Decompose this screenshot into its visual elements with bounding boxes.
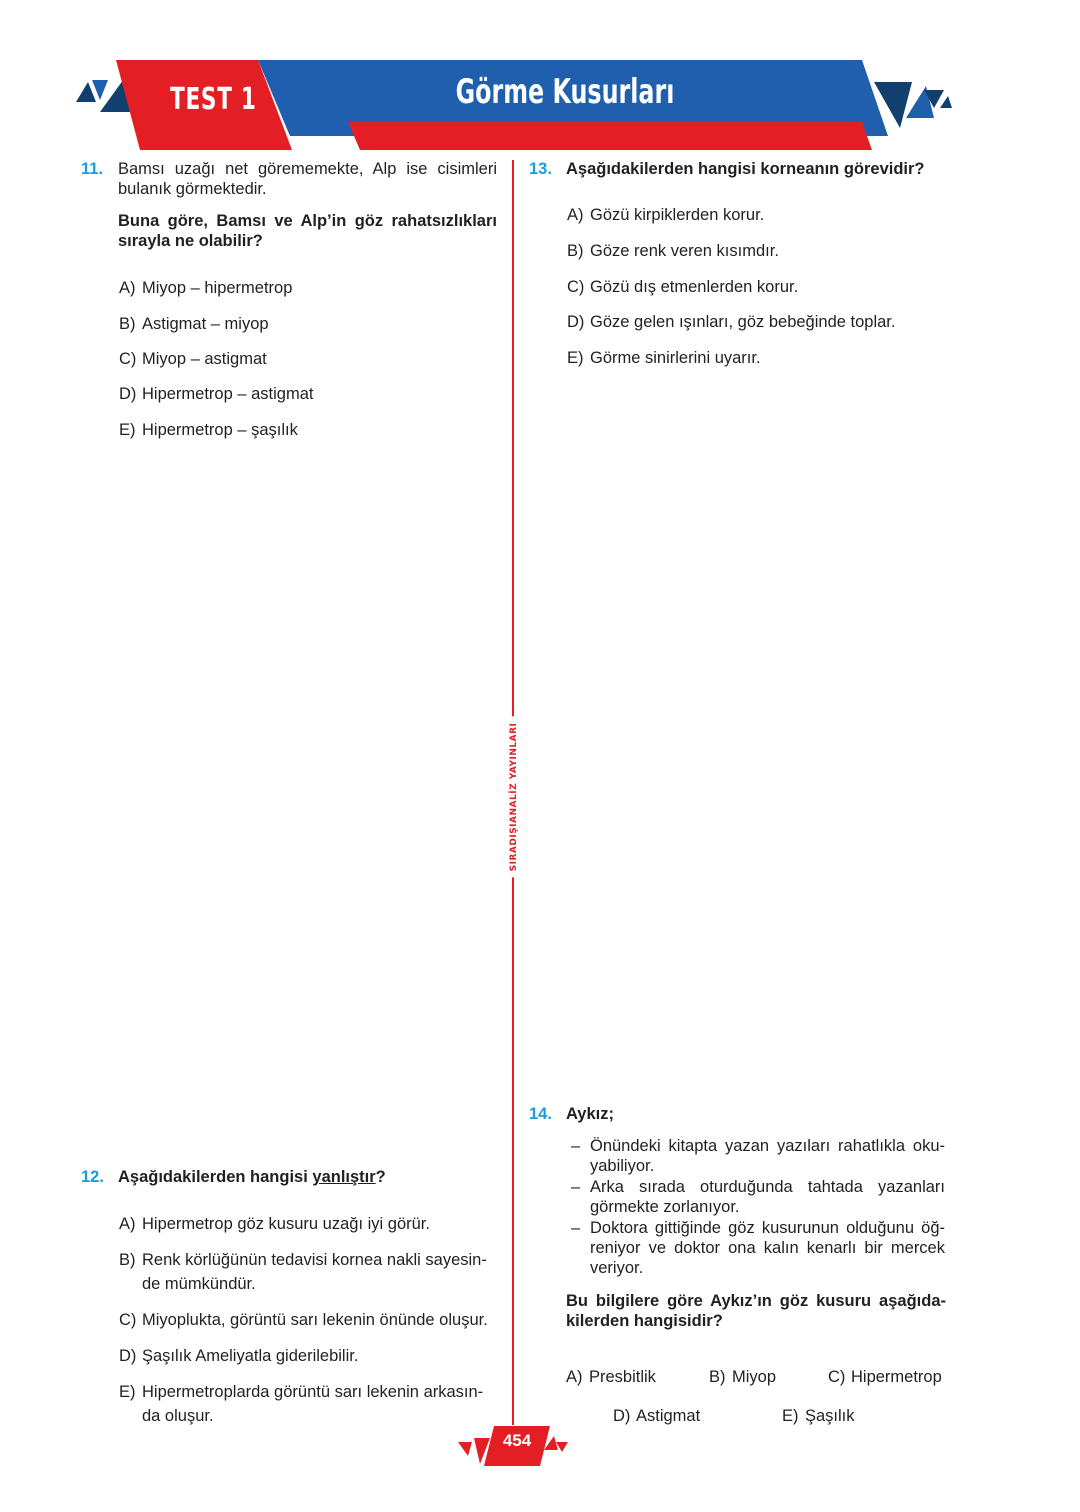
left-triangle-mid [92,80,108,100]
option-c[interactable] [828,1365,942,1389]
info-item [571,1136,945,1176]
option-letter: E) [567,349,584,367]
question-prompt-line: Bu bilgilere göre Aykız’ın göz kusuru aşağıda- [566,1292,946,1310]
option-letter: C) [119,350,137,368]
dash-bullet: – [571,1219,581,1237]
option-text: Göze gelen ışınları, göz bebeğinde toplar. [590,313,896,331]
option-a[interactable] [119,276,292,300]
question-prompt: Aşağıdakilerden hangisi korneanın görevidir? [566,160,925,178]
option-letter: E) [782,1407,799,1425]
option-letter: E) [119,1383,136,1401]
option-b[interactable] [119,1248,499,1296]
right-triangle-tiny [940,96,952,108]
info-item [571,1177,945,1217]
question-number: 14. [529,1105,552,1123]
option-b[interactable] [709,1365,776,1389]
option-c[interactable] [119,1308,499,1332]
left-triangle-small [76,82,96,102]
option-b[interactable] [119,312,269,336]
question-13 [529,159,945,179]
question-number: 11. [81,160,104,178]
option-letter: B) [567,242,584,260]
question-title: Aykız; [566,1105,614,1123]
option-text-line: da oluşur. [142,1407,214,1425]
info-line: veriyor. [590,1259,644,1277]
publisher-side-text: SIRADIŞIANALİZ YAYINLARI [509,717,519,878]
option-d[interactable] [567,310,895,334]
option-text: Göze renk veren kısımdır. [590,242,779,260]
option-letter: D) [119,1347,137,1365]
question-number: 13. [529,160,552,178]
option-text: Astigmat – miyop [142,315,269,333]
option-letter: B) [709,1368,726,1386]
title-banner-red-stripe [348,122,872,150]
option-e[interactable] [567,346,761,370]
test-label: TEST 1 [170,82,257,117]
dash-bullet: – [571,1137,581,1155]
info-line: yabiliyor. [590,1157,655,1175]
option-b[interactable] [567,239,779,263]
question-prompt-line: Buna göre, Bamsı ve Alp’in göz rahatsızlıkları [118,212,497,230]
option-letter: D) [119,385,137,403]
option-e[interactable] [119,418,298,442]
option-text-line: Renk körlüğünün tedavisi kornea nakli sayesin- [142,1251,487,1269]
option-text: Gözü kirpiklerden korur. [590,206,765,224]
option-text [142,1380,483,1428]
option-text: Miyop [732,1368,777,1386]
question-prompt-line: kilerden hangisidir? [566,1312,723,1330]
option-letter: C) [119,1311,137,1329]
option-e[interactable] [119,1380,499,1428]
question-number: 12. [81,1168,104,1186]
option-text: Hipermetrop göz kusuru uzağı iyi görür. [142,1215,430,1233]
option-text [142,1248,487,1296]
option-a[interactable] [119,1212,499,1236]
option-letter: D) [567,313,585,331]
option-letter: C) [828,1368,846,1386]
info-item [571,1218,945,1278]
dash-bullet: – [571,1178,581,1196]
prompt-text: ? [375,1168,386,1186]
option-text: Miyop – hipermetrop [142,279,293,297]
option-letter: A) [119,279,136,297]
option-letter: A) [119,1215,136,1233]
option-letter: B) [119,1251,136,1269]
option-c[interactable] [567,275,798,299]
page-number: 454 [502,1431,532,1450]
option-a[interactable] [567,203,764,227]
option-text: Presbitlik [589,1368,656,1386]
option-text: Miyop – astigmat [142,350,267,368]
footer-triangle-left [458,1442,472,1456]
option-letter: D) [613,1407,631,1425]
option-text-line: Hipermetroplarda görüntü sarı lekenin arkasın- [142,1383,484,1401]
option-text: Hipermetrop [851,1368,942,1386]
question-12 [81,1167,497,1187]
option-text: Görme sinirlerini uyarır. [590,349,761,367]
option-d[interactable] [119,382,314,406]
info-line: görmekte zorlanıyor. [590,1198,740,1216]
info-line: Doktora gittiğinde göz kusurunun olduğunu öğ- [590,1219,945,1237]
option-letter: E) [119,421,136,439]
option-text: Hipermetrop – astigmat [142,385,314,403]
info-line: Arka sırada oturduğunda tahtada yazanları [590,1178,945,1196]
question-14-prompt [566,1291,946,1331]
question-14 [529,1104,945,1124]
option-e[interactable] [782,1404,855,1428]
info-line: reniyor ve doktor ona kalın kenarlı bir mercek [590,1239,945,1257]
question-prompt-line: sırayla ne olabilir? [118,232,263,250]
option-d[interactable] [119,1344,499,1368]
option-text: Şaşılık Ameliyatla giderilebilir. [142,1347,359,1365]
option-letter: A) [567,206,584,224]
info-line: Önündeki kitapta yazan yazıları rahatlıkla oku- [590,1137,945,1155]
footer-triangle-right-small [556,1442,568,1452]
question-stem-line: Bamsı uzağı net görememekte, Alp ise cisimleri [118,160,497,178]
option-text: Şaşılık [805,1407,855,1425]
option-text: Hipermetrop – şaşılık [142,421,298,439]
prompt-text: Aşağıdakilerden hangisi [118,1168,313,1186]
option-c[interactable] [119,347,267,371]
option-a[interactable] [566,1365,656,1389]
option-text: Miyoplukta, görüntü sarı lekenin önünde oluşur. [142,1311,488,1329]
question-prompt [118,1167,497,1187]
option-letter: C) [567,278,585,296]
option-text: Gözü dış etmenlerden korur. [590,278,799,296]
question-stem-line: bulanık görmektedir. [118,180,267,198]
question-11 [81,159,497,251]
page-title: Görme Kusurları [455,72,675,112]
option-d[interactable] [613,1404,700,1428]
option-letter: A) [566,1368,583,1386]
prompt-underlined: yanlıştır [312,1168,376,1186]
option-text-line: de mümkündür. [142,1275,256,1293]
option-letter: B) [119,315,136,333]
option-text: Astigmat [636,1407,701,1425]
